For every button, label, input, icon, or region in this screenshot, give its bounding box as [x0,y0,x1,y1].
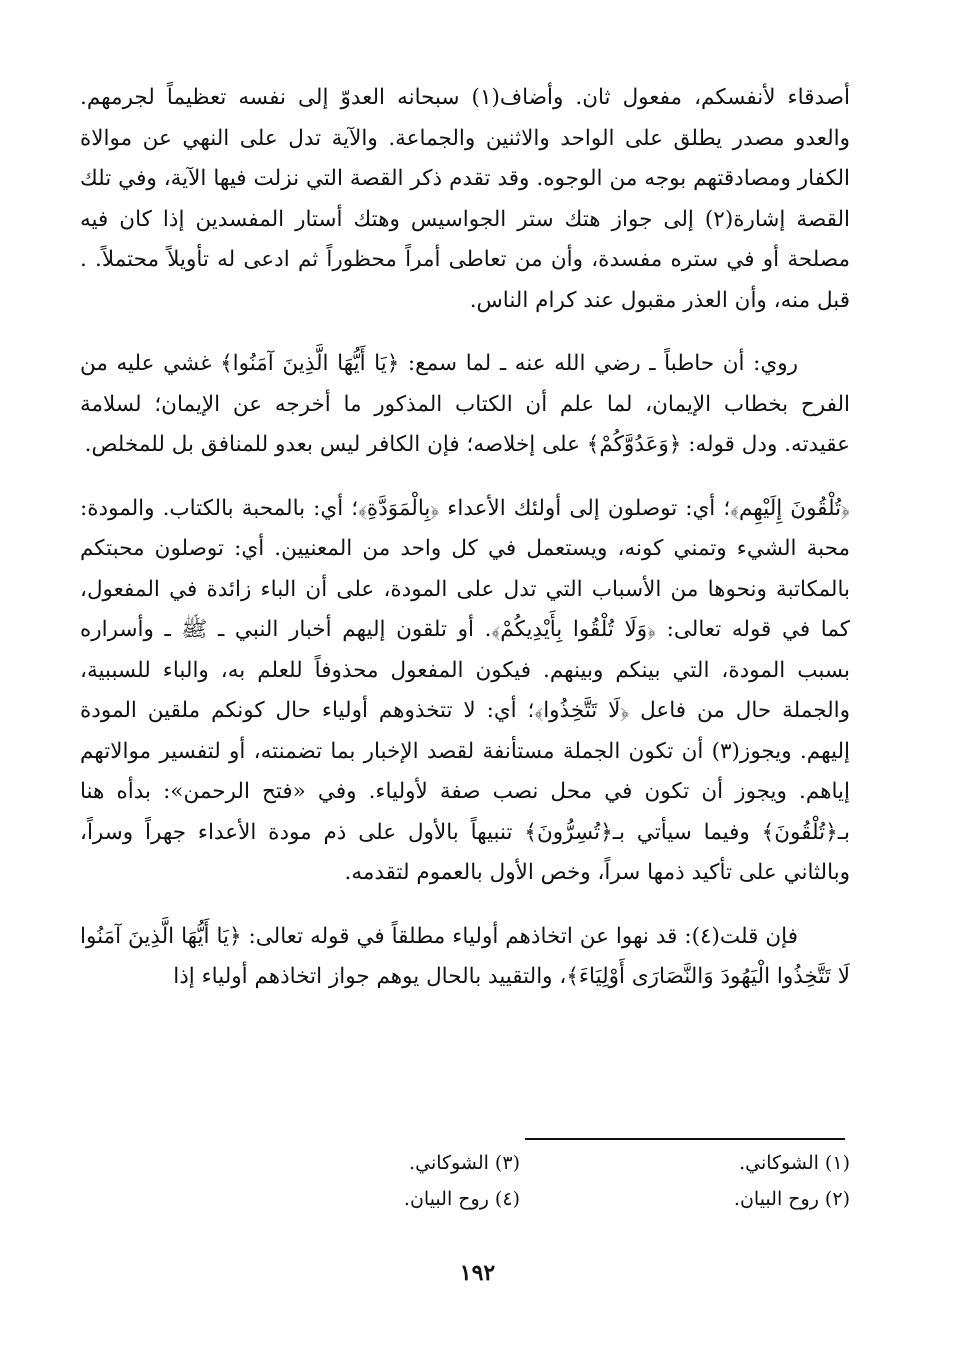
paragraph-1: أصدقاء لأنفسكم، مفعول ثان. وأضاف(١) سبحانه العدوّ إلى نفسه تعظيماً لجرمهم. والعدو مصدر يطلق على الواحد والاثنين والجماعة. والآية تدل على النهي عن موالاة الكفار ومصادقتهم بوجه من الوجوه. وقد تقدم ذكر القصة التي نزلت فيها الآية، وفي تلك القصة إشارة(٢) إلى جواز هتك ستر الجواسيس وهتك أستار المفسدين إذا كان فيه مصلحة أو في ستره مفسدة، وأن من تعاطى أمراً محظوراً ثم ادعى له تأويلاً محتملاً. . قبل منه، وأن العذر مقبول عند كرام الناس. [80,85,851,313]
paragraph-2: روي: أن حاطباً ـ رضي الله عنه ـ لما سمع: ﴿يَا أَيُّهَا الَّذِينَ آمَنُوا﴾ غشي عليه من الفرح بخطاب الإيمان، لما علم أن الكتاب المذكور ما أخرجه عن الإيمان؛ لسلامة عقيدته. ودل قوله: ﴿وَعَدُوَّكُمْ﴾ على إخلاصه؛ فإن الكافر ليس بعدو للمنافق بل للمخلص. [80,351,850,457]
footnote-2: (٢) روح البيان. [733,1188,850,1210]
main-text [80,78,850,1021]
footnote-1: (١) الشوكاني. [739,1152,850,1174]
footnotes [80,1152,850,1210]
page-number: ١٩٢ [459,1260,496,1286]
footnote-4: (٤) روح البيان. [403,1188,520,1210]
paragraph-3: ﴿تُلْقُونَ إِلَيْهِم﴾؛ أي: توصلون إلى أولئك الأعداء ﴿بِالْمَوَدَّةِ﴾؛ أي: بالمحبة بالكتاب. والمودة: محبة الشيء وتمني كونه، ويستعمل في كل واحد من المعنيين. أي: توصلون محبتكم بالمكاتبة ونحوها من الأسباب التي تدل على المودة، على أن الباء زائدة في المفعول، كما في قوله تعالى: ﴿وَلَا تُلْقُوا بِأَيْدِيكُمْ﴾. أو تلقون إليهم أخبار النبي ـ ﷺ ـ وأسراره بسبب المودة، التي بينكم وبينهم. فيكون المفعول محذوفاً للعلم به، والباء للسببية، والجملة حال من فاعل ﴿لَا تَتَّخِذُوا﴾؛ أي: لا تتخذوهم أولياء حال كونكم ملقين المودة إليهم. ويجوز(٣) أن تكون الجملة مستأنفة لقصد الإخبار بما تضمنته، أو لتفسير موالاتهم إياهم. ويجوز أن تكون في محل نصب صفة لأولياء. وفي «فتح الرحمن»: بدأه هنا بـ﴿تُلْقُونَ﴾ وفيما سيأتي بـ﴿تُسِرُّونَ﴾ تنبيهاً بالأول على ذم مودة الأعداء جهراً وسراً، وبالثاني على تأكيد ذمها سراً، وخص الأول بالعموم لتقدمه. [80,495,850,885]
footnote-divider [525,1138,845,1140]
footnote-3: (٣) الشوكاني. [409,1152,520,1174]
paragraph-4: فإن قلت(٤): قد نهوا عن اتخاذهم أولياء مطلقاً في قوله تعالى: ﴿يَا أَيُّهَا الَّذِينَ آمَنُوا لَا تَتَّخِذُوا الْيَهُودَ وَالنَّصَارَى أَوْلِيَاءَ﴾، والتقييد بالحال يوهم جواز اتخاذهم أولياء إذا [80,923,850,989]
